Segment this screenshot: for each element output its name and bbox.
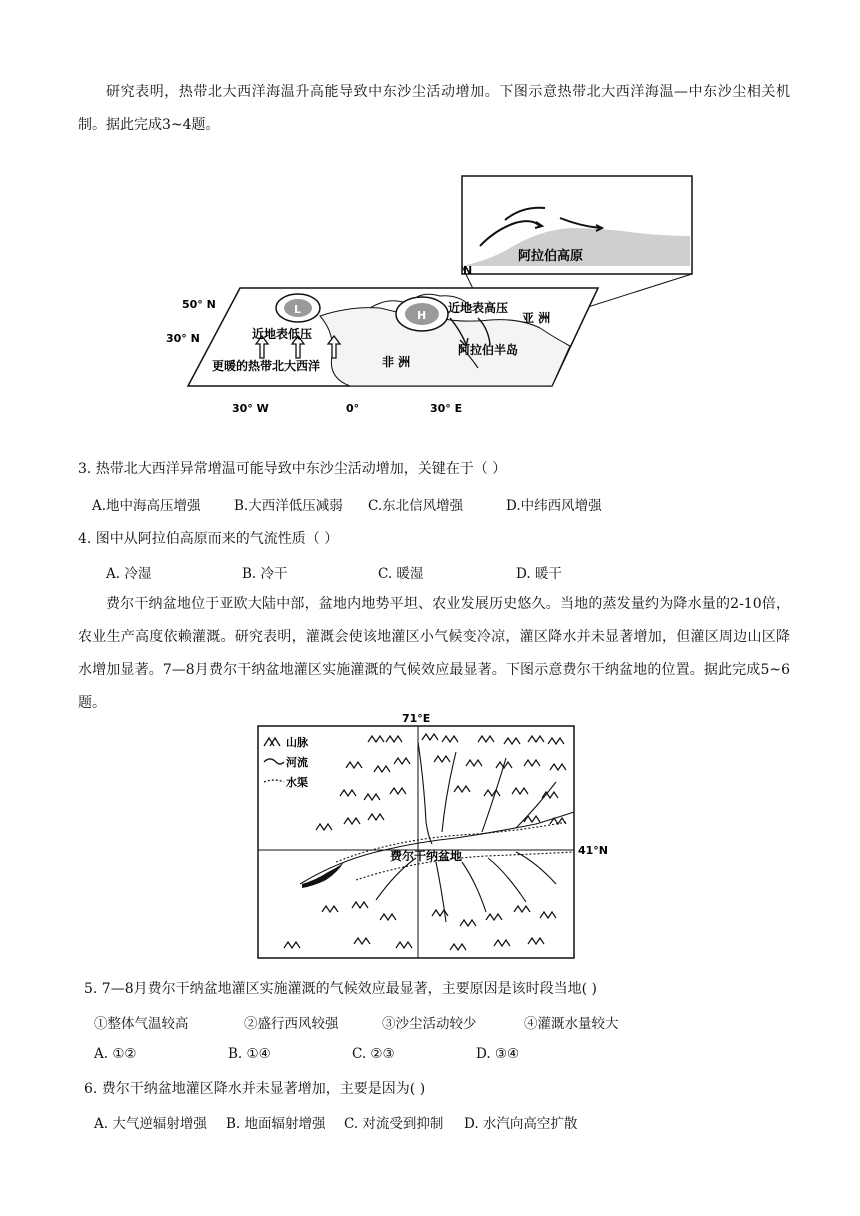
question-5-options xyxy=(94,1046,519,1062)
q3-option-b[interactable]: B.大西洋低压减弱 xyxy=(234,498,343,514)
q5-option-c[interactable]: C. ②③ xyxy=(352,1046,395,1062)
question-6-options xyxy=(94,1112,577,1132)
question-3-stem: 3. 热带北大西洋异常增温可能导致中东沙尘活动增加，关键在于（ ） xyxy=(78,461,507,477)
inset-north-label: N xyxy=(463,264,473,277)
q4-option-b[interactable]: B. 冷干 xyxy=(242,566,288,582)
figure-atlantic-dust-mechanism xyxy=(160,168,700,420)
lat-30-label: 30° N xyxy=(166,332,200,345)
lon-0-label: 0° xyxy=(346,402,360,415)
q5-item-1: ①整体气温较高 xyxy=(94,1016,189,1032)
q5-option-b[interactable]: B. ①④ xyxy=(228,1046,271,1062)
q6-option-b[interactable]: B. 地面辐射增强 xyxy=(226,1116,326,1132)
q6-option-c[interactable]: C. 对流受到抑制 xyxy=(344,1116,444,1132)
lat-label: 41°N xyxy=(578,844,609,857)
basin-label: 费尔干纳盆地 xyxy=(390,849,463,863)
question-6-stem: 6. 费尔干纳盆地灌区降水并未显著增加，主要是因为( ) xyxy=(84,1081,426,1097)
lon-30w-label: 30° W xyxy=(232,402,269,415)
lon-label: 71°E xyxy=(402,712,431,725)
q5-item-4: ④灌溉水量较大 xyxy=(524,1016,619,1032)
legend-mountain-label: 山脉 xyxy=(286,736,308,749)
q5-item-2: ②盛行西风较强 xyxy=(244,1016,339,1032)
lon-30e-label: 30° E xyxy=(430,402,463,415)
figure-fergana-basin-map xyxy=(256,712,609,964)
high-pressure-label: 近地表高压 xyxy=(448,301,509,315)
question-4-stem: 4. 图中从阿拉伯高原而来的气流性质（ ） xyxy=(78,531,339,547)
legend-river-label: 河流 xyxy=(286,756,308,769)
lat-50-label: 50° N xyxy=(182,298,216,311)
question-3-options xyxy=(92,494,602,514)
intro-paragraph-1: 研究表明，热带北大西洋海温升高能导致中东沙尘活动增加。下图示意热带北大西洋海温—中东沙尘相关机制。据此完成3~4题。 xyxy=(78,84,790,133)
africa-label: 非 洲 xyxy=(382,355,411,369)
high-center-label: H xyxy=(417,309,427,322)
q5-item-3: ③沙尘活动较少 xyxy=(382,1016,477,1032)
question-5-stem: 5. 7—8月费尔干纳盆地灌区实施灌溉的气候效应最显著，主要原因是该时段当地( ) xyxy=(84,981,597,997)
q4-option-c[interactable]: C. 暖湿 xyxy=(378,566,424,582)
q6-option-d[interactable]: D. 水汽向高空扩散 xyxy=(464,1116,578,1132)
question-4-options xyxy=(106,562,562,582)
question-5-items xyxy=(94,1012,619,1032)
q5-option-d[interactable]: D. ③④ xyxy=(476,1046,520,1062)
q5-option-a[interactable]: A. ①② xyxy=(94,1046,137,1062)
low-center-label: L xyxy=(294,303,302,316)
q4-option-d[interactable]: D. 暖干 xyxy=(516,566,562,582)
intro-paragraph-2: 费尔干纳盆地位于亚欧大陆中部，盆地内地势平坦、农业发展历史悠久。当地的蒸发量约为降水量的2-10倍，农业生产高度依赖灌溉。研究表明，灌溉会使该地灌区小气候变冷凉，灌区降水并未显著增加，但灌区周边山区降水增加显著。7—8月费尔干纳盆地灌区实施灌溉的气候效应最显著。下图示意费尔干纳盆地的位置。据此完成5~6题。 xyxy=(78,596,790,711)
arabia-label: 阿拉伯半岛 xyxy=(458,343,519,357)
inset-label: 阿拉伯高原 xyxy=(518,249,584,264)
low-pressure-label: 近地表低压 xyxy=(252,327,313,341)
q3-option-c[interactable]: C.东北信风增强 xyxy=(368,498,464,514)
q6-option-a[interactable]: A. 大气逆辐射增强 xyxy=(94,1116,207,1132)
asia-label: 亚 洲 xyxy=(522,311,551,325)
q4-option-a[interactable]: A. 冷湿 xyxy=(106,566,152,582)
legend-canal-label: 水渠 xyxy=(286,776,308,789)
q3-option-a[interactable]: A.地中海高压增强 xyxy=(92,498,201,514)
q3-option-d[interactable]: D.中纬西风增强 xyxy=(506,498,602,514)
ocean-label: 更暖的热带北大西洋 xyxy=(212,359,321,373)
